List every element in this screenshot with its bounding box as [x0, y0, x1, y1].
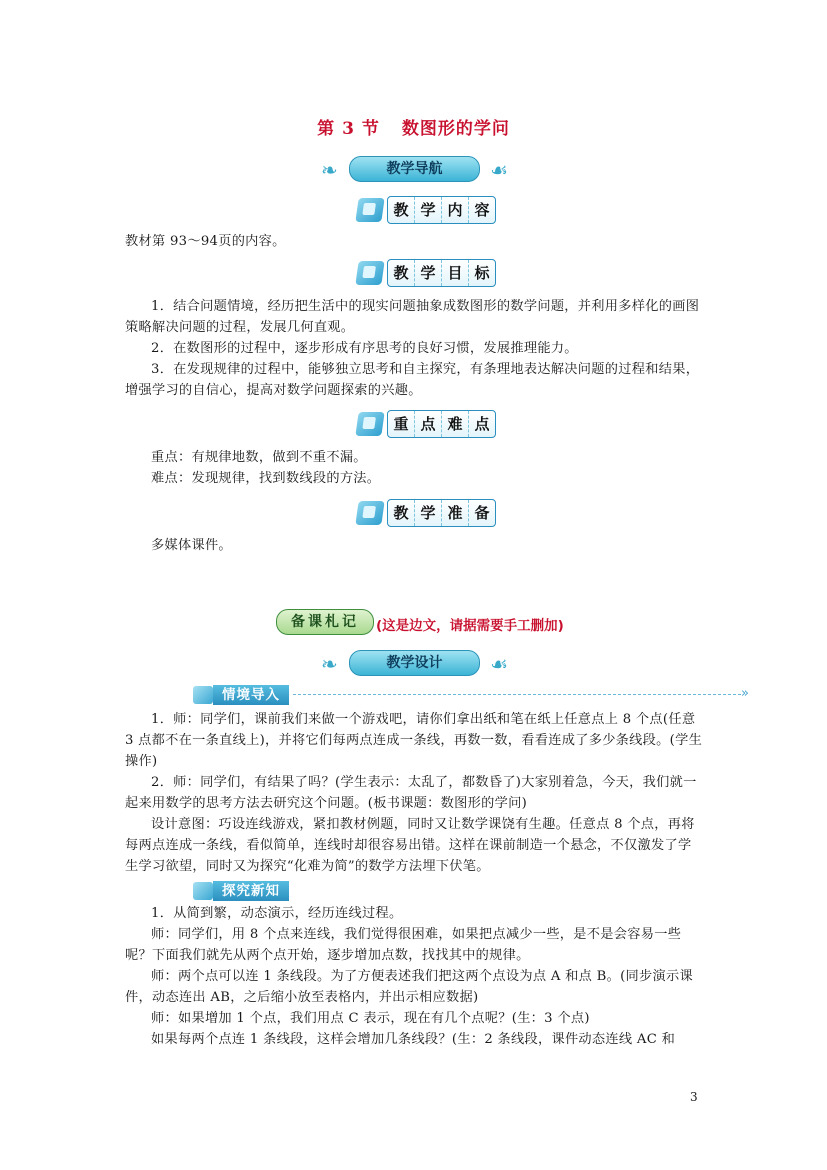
heading-char: 难	[442, 411, 469, 437]
subhead-label: 情境导入	[213, 685, 289, 705]
target-icon	[355, 261, 384, 285]
paragraph: 设计意图：巧设连线游戏，紧扣教材例题，同时又让数学课饶有生趣。任意点 8 个点，再将每两点连成一条线，看似简单，连线时却很容易出错。这样在课前制造一个悬念，不仅激发了学生学习欲望，同时又为探究“化难为简”的数学方法埋下伏笔。	[125, 817, 695, 874]
heading-char: 教	[388, 260, 415, 286]
banner-label: 教学设计	[349, 650, 480, 676]
prep-text: 多媒体课件。	[151, 538, 232, 553]
heading-char: 内	[442, 197, 469, 223]
paragraph: 师：同学们，用 8 个点来连线，我们觉得很困难，如果把点减少一些，是不是会容易一些呢？下面我们就先从两个点开始，逐步增加点数，找找其中的规律。	[125, 927, 682, 963]
explore-icon	[193, 882, 213, 900]
curl-left-icon: ❧	[321, 158, 338, 182]
papers-icon	[355, 412, 384, 436]
curl-left-icon: ❧	[321, 652, 338, 676]
content-text: 教材第 93～94页的内容。	[125, 234, 286, 249]
goal-item: 3．在发现规律的过程中，能够独立思考和自主探究，有条理地表达解决问题的过程和结果，增强学习的自信心，提高对数学问题探索的兴趣。	[125, 362, 700, 398]
heading-char: 学	[415, 197, 442, 223]
paragraph: 如果每两个点连 1 条线段，这样会增加几条线段？(生：2 条线段，课件动态连线 AC 和	[151, 1032, 676, 1047]
goals-list	[125, 296, 703, 401]
intro-body	[125, 709, 703, 877]
heading-char: 重	[388, 411, 415, 437]
scene-icon	[193, 686, 213, 704]
paragraph: 1．师：同学们，课前我们来做一个游戏吧，请你们拿出纸和笔在纸上任意点上 8 个点(任意 3 点都不在一条直线上)，并将它们每两点连成一条线，再数一数，看看连成了多少条线段。(学生操作)	[125, 712, 703, 769]
folder-icon	[355, 501, 384, 525]
heading-char: 学	[415, 500, 442, 526]
dashed-line	[293, 694, 741, 695]
heading-char: 学	[415, 260, 442, 286]
heading-char: 教	[388, 500, 415, 526]
banner-teaching-design	[321, 646, 508, 680]
title-section-number: 第 3 节	[317, 119, 380, 139]
banner-teaching-navigation	[321, 152, 508, 186]
heading-char: 准	[442, 500, 469, 526]
heading-char: 教	[388, 197, 415, 223]
book-icon	[355, 198, 384, 222]
keypoint-item: 难点：发现规律，找到数线段的方法。	[151, 471, 381, 486]
keypoints-list	[125, 447, 703, 489]
paragraph: 2．师：同学们，有结果了吗？(学生表示：太乱了，都数昏了)大家别着急，今天，我们就一起来用数学的思考方法去研究这个问题。(板书课题：数图形的学问)	[125, 775, 697, 811]
explore-body	[125, 903, 703, 1050]
heading-char: 点	[474, 415, 490, 433]
goal-item: 1．结合问题情境，经历把生活中的现实问题抽象成数图形的数学问题，并利用多样化的画图策略解决问题的过程，发展几何直观。	[125, 299, 700, 335]
notes-label: 备课札记	[276, 609, 374, 635]
paragraph: 师：如果增加 1 个点，我们用点 C 表示，现在有几个点呢？(生：3 个点)	[151, 1011, 590, 1026]
double-arrow-icon: »	[741, 686, 749, 701]
page-title	[0, 114, 827, 139]
subhead-label: 探究新知	[213, 881, 289, 901]
title-text: 数图形的学问	[401, 119, 510, 139]
heading-char: 备	[474, 504, 490, 522]
heading-char: 标	[474, 264, 490, 282]
heading-char: 点	[415, 411, 442, 437]
keypoint-item: 重点：有规律地数，做到不重不漏。	[151, 450, 367, 465]
curl-right-icon: ☙	[490, 652, 508, 676]
heading-char: 目	[442, 260, 469, 286]
curl-right-icon: ☙	[490, 158, 508, 182]
page-number: 3	[690, 1090, 698, 1104]
paragraph: 1．从简到繁，动态演示，经历连线过程。	[151, 906, 403, 921]
paragraph: 师：两个点可以连 1 条线段。为了方便表述我们把这两个点设为点 A 和点 B。(同步演示课件，动态连出 AB，之后缩小放至表格内，并出示相应数据)	[125, 969, 693, 1005]
notes-margin-text: (这是边文，请据需要手工删加)	[376, 618, 564, 634]
banner-label: 教学导航	[349, 156, 480, 182]
heading-char: 容	[474, 201, 490, 219]
goal-item: 2．在数图形的过程中，逐步形成有序思考的良好习惯，发展推理能力。	[151, 341, 578, 356]
